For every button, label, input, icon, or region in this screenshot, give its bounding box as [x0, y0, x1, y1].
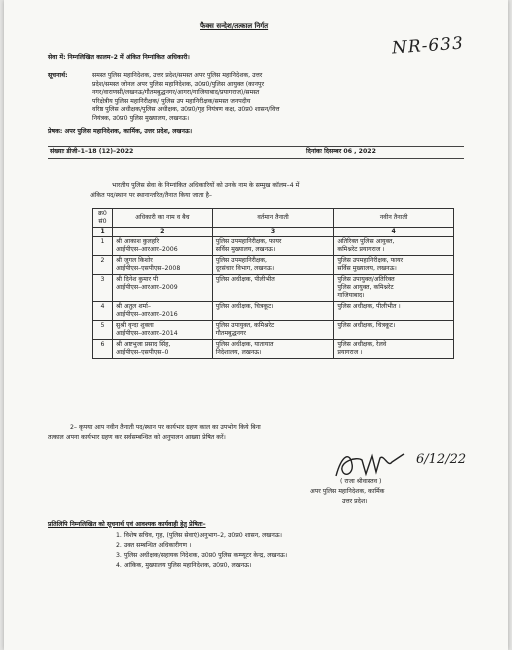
col-number: 1 [93, 228, 113, 237]
info-line: वरिष्ठ पुलिस अधीक्षक/पुलिस अधीक्षक, उ0प्र0/गृह नियंत्रण कक्ष, उ0प्र0 शासन/वित्त [92, 106, 280, 114]
row-new: पुलिस उपायुक्त/अतिरिक्त पुलिस आयुक्त, कमिश्नरेट गाजियाबाद। [334, 275, 454, 302]
table-row [93, 321, 454, 340]
row-new: पुलिस अधीक्षक, पीलीभीत । [334, 302, 454, 321]
row-serial: 5 [93, 321, 113, 340]
row-current: पुलिस उपमहानिरीक्षक, दूरसंचार विभाग, लखनऊ। [212, 256, 334, 275]
col-number: 3 [212, 228, 334, 237]
row-new: पुलिस उपमहानिरीक्षक, फायर सर्विस मुख्यालय, लखनऊ। [334, 256, 454, 275]
document-page [4, 0, 508, 650]
to-label: सेवा में: [48, 54, 66, 61]
copy-to-item: 4. आंकिक, मुख्यालय पुलिस महानिदेशक, उ0प्र0, लखनऊ। [116, 562, 252, 569]
document-title: फैक्स सन्देश/तत्काल निर्गत [200, 22, 269, 30]
table-header-row [93, 209, 454, 228]
table-number-row [93, 228, 454, 237]
info-line: नगर/वाराणसी/लखनऊ/गौतमबुद्धनगर/आगरा/गाजियाबाद/प्रयागराज)/समस्त [92, 89, 260, 97]
table-row [93, 237, 454, 256]
to-text: निम्नलिखित कालम–2 में अंकित निम्नांकित अधिकारी। [67, 54, 190, 61]
info-line: प्रदेश/समस्त जोनल अपर पुलिस महानिदेशक, उ0प्र0/पुलिस आयुक्त (कानपुर [92, 80, 264, 88]
row-current: पुलिस उपमहानिरीक्षक, फायर सर्विस मुख्यालय, लखनऊ। [212, 237, 334, 256]
header-serial: क्र0 सं0 [93, 209, 113, 228]
sender-text: अपर पुलिस महानिदेशक, कार्मिक, उत्तर प्रदेश, लखनऊ। [64, 128, 193, 135]
to-line [48, 54, 190, 63]
handwritten-reference: NR-633 [391, 33, 465, 59]
table-row [93, 275, 454, 302]
row-current: पुलिस उपायुक्त, कमिश्नरेट गौतमबुद्धनगर [212, 321, 334, 340]
signer-name: ( राजा श्रीवास्तव ) [340, 478, 382, 485]
row-officer: श्री अतुल शर्मा– आईपीएस–आरआर–2016 [112, 302, 212, 321]
intro-line: भारतीय पुलिस सेवा के निम्नांकित अधिकारियों को उनके नाम के सम्मुख कॉलम–4 में [112, 182, 300, 189]
header-new: नवीन तैनाती [334, 209, 454, 228]
row-new: पुलिस अधीक्षक, चित्रकूट। [334, 321, 454, 340]
reference-rule-top [48, 146, 464, 147]
reference-number [50, 148, 133, 157]
para2-line: 2– कृपया आप नवीन तैनाती पद/स्थान पर कार्यभार ग्रहण काल का उपभोग किये बिना [70, 424, 261, 431]
sender-label: प्रेषक: [48, 128, 63, 135]
sender-line [48, 128, 192, 137]
row-current: पुलिस अधीक्षक, चित्रकूट। [212, 302, 334, 321]
reference-date [306, 148, 376, 157]
row-serial: 2 [93, 256, 113, 275]
reference-rule-bottom [48, 158, 464, 159]
ref-date-label: दिनांकः [306, 148, 322, 155]
transfer-table [92, 208, 454, 359]
copy-to-heading: प्रतिलिपि निम्नलिखित को सूचनार्थ एवं आवश्यक कार्यवाही हेतु प्रेषितः– [48, 521, 206, 528]
row-serial: 6 [93, 340, 113, 359]
info-line: परिक्षेत्रीय पुलिस महानिरीक्षक/ पुलिस उप महानिरीक्षक/समस्त जनपदीय [92, 97, 251, 105]
col-number: 4 [334, 228, 454, 237]
copy-to-item: 1. विशेष सचिव, गृह, (पुलिस सेवाएं)अनुभाग–2, उ0प्र0 शासन, लखनऊ। [116, 532, 282, 539]
row-officer: श्री दिनेश कुमार पी आईपीएस–आरआर–2009 [112, 275, 212, 302]
col-number: 2 [112, 228, 212, 237]
row-new: अतिरिक्त पुलिस आयुक्त, कमिश्नरेट प्रयागराज । [334, 237, 454, 256]
row-officer: श्री आकाश कुलहरि आईपीएस–आरआर–2006 [112, 237, 212, 256]
table-row [93, 302, 454, 321]
copy-to-item: 3. पुलिस अधीक्षक/सहायक निदेशक, उ0प्र0 पुलिस कम्प्यूटर केन्द्र, लखनऊ। [116, 552, 288, 559]
row-serial: 4 [93, 302, 113, 321]
info-label: सूचनार्थ: [48, 72, 68, 79]
intro-line: अंकित पद/स्थान पर स्थानान्तरित/तैनात किया जाता है– [90, 192, 213, 199]
info-line: नियंत्रक, उ0प्र0 पुलिस मुख्यालय, लखनऊ। [92, 114, 190, 122]
table-row [93, 340, 454, 359]
row-officer: श्री अष्टभुजा प्रसाद सिंह, आईपीएस–एसपीएस–0 [112, 340, 212, 359]
signer-state: उत्तर प्रदेश। [342, 498, 368, 505]
row-officer: सुश्री वृन्दा शुक्ला आईपीएस–आरआर–2014 [112, 321, 212, 340]
row-officer: श्री जुगल किशोर आईपीएस–एसपीएस–2008 [112, 256, 212, 275]
row-serial: 3 [93, 275, 113, 302]
ref-number-label: संख्याः [50, 148, 65, 155]
header-current: वर्तमान तैनाती [212, 209, 334, 228]
row-current: पुलिस अधीक्षक, यातायात निदेशालय, लखनऊ। [212, 340, 334, 359]
info-block [92, 72, 280, 124]
row-new: पुलिस अधीक्षक, रेलवे प्रयागराज । [334, 340, 454, 359]
header-officer: अधिकारी का नाम व बैच [112, 209, 212, 228]
copy-to-item: 2. उक्त सम्बन्धित अधिकारीगण । [116, 542, 192, 549]
ref-date-value: दिसम्बर 06 , 2022 [324, 148, 376, 155]
table-row [93, 256, 454, 275]
para2-line: तत्काल अपना कार्यभार ग्रहण कर सर्वसम्बन्धित को अनुपालन आख्या प्रेषित करें। [48, 434, 226, 441]
row-serial: 1 [93, 237, 113, 256]
row-current: पुलिस अधीक्षक, पीलीभीत [212, 275, 334, 302]
signer-designation: अपर पुलिस महानिदेशक, कार्मिक [310, 488, 385, 495]
signature-date: 6/12/22 [416, 452, 467, 467]
ref-number-value: डीजी–1–18 (12)–2022 [66, 148, 134, 155]
info-line: समस्त पुलिस महानिदेशक, उत्तर प्रदेश/समस्त अपर पुलिस महानिदेशक, उत्तर [92, 72, 263, 79]
